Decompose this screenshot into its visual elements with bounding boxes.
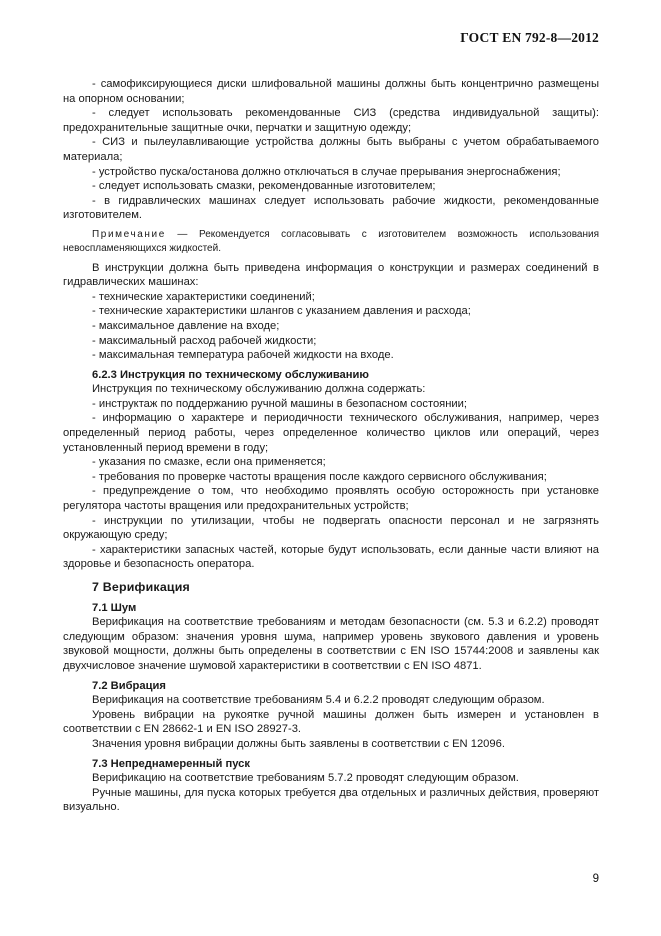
page-number: 9	[592, 873, 599, 885]
paragraph: В инструкции должна быть приведена информация о конструкции и размерах соединений в гидравлических машинах:	[63, 261, 599, 289]
note-label: Примечание	[92, 228, 166, 240]
page-body	[63, 77, 599, 815]
list-item: - инструкции по утилизации, чтобы не подвергать опасности персонал и не загрязнять окружающую среду;	[63, 514, 599, 542]
paragraph: Верификацию на соответствие требованиям 5.7.2 проводят следующим образом.	[92, 772, 519, 785]
list-item: - устройство пуска/останова должно отключаться в случае прерывания энергоснабжения;	[92, 165, 561, 178]
list-item: - следует использовать смазки, рекомендованные изготовителем;	[92, 180, 436, 193]
list-item: - информацию о характере и периодичности технического обслуживания, например, через определенный период работы, через определенное количество циклов или операций, через установленный период времени в году;	[63, 412, 599, 454]
list-item: - предупреждение о том, что необходимо проявлять особую осторожность при установке регулятора частоты вращения или предохранительных устройств;	[63, 485, 599, 513]
list-item: - максимальная температура рабочей жидкости на входе.	[92, 349, 394, 362]
list-item: - в гидравлических машинах следует использовать рабочие жидкости, рекомендованные изготовителем.	[63, 194, 599, 222]
section-heading-7: 7 Верификация	[92, 580, 190, 594]
list-item: - следует использовать рекомендованные СИЗ (средства индивидуальной защиты): предохранительные защитные очки, перчатки и защитную одежду;	[63, 107, 599, 134]
paragraph: Значения уровня вибрации должны быть заявлены в соответствии с EN 12096.	[92, 737, 505, 750]
list-item: - технические характеристики шлангов с указанием давления и расхода;	[92, 305, 471, 318]
section-heading-7-3: 7.3 Непреднамеренный пуск	[92, 757, 250, 770]
paragraph: Инструкция по техническому обслуживанию должна содержать:	[92, 383, 426, 396]
paragraph: Ручные машины, для пуска которых требуется два отдельных и различных действия, проверяют визуально.	[63, 786, 599, 814]
list-item: - требования по проверке частоты вращения после каждого сервисного обслуживания;	[92, 470, 547, 483]
section-heading-6-2-3: 6.2.3 Инструкция по техническому обслуживанию	[92, 368, 369, 381]
standard-header: ГОСТ EN 792-8—2012	[460, 30, 599, 45]
note-text: — Рекомендуется согласовывать с изготовителем возможность использования невоспламеняющихся жидкостей.	[63, 228, 599, 254]
paragraph: Уровень вибрации на рукоятке ручной машины должен быть измерен и установлен в соответствии с EN 28662-1 и EN ISO 28927-3.	[63, 708, 599, 736]
list-item: - технические характеристики соединений;	[92, 290, 315, 303]
list-item: - инструктаж по поддержанию ручной машины в безопасном состоянии;	[92, 397, 468, 410]
paragraph: Верификация на соответствие требованиям 5.4 и 6.2.2 проводят следующим образом.	[92, 694, 545, 707]
list-item: - самофиксирующиеся диски шлифовальной машины должны быть концентрично размещены на опорном основании;	[63, 78, 599, 105]
list-item: - максимальное давление на входе;	[92, 319, 280, 332]
note	[63, 228, 599, 256]
list-item: - максимальный расход рабочей жидкости;	[92, 334, 317, 347]
list-item: - характеристики запасных частей, которые будут использовать, если данные части влияют на здоровье и безопасность оператора.	[63, 543, 599, 571]
paragraph: Верификация на соответствие требованиям и методам безопасности (см. 5.3 и 6.2.2) проводят следующим образом: значения уровня шума, например уровень звукового давления и уровень звуковой мощности, должны быть определены в соответствии с EN ISO 15744:2008 и заявлены как двухчисловое значение шумовой характеристики в соответствии с EN ISO 4871.	[63, 616, 599, 672]
list-item: - указания по смазке, если она применяется;	[92, 456, 326, 469]
list-item: - СИЗ и пылеулавливающие устройства должны быть выбраны с учетом обрабатываемого материала;	[63, 136, 599, 163]
section-heading-7-1: 7.1 Шум	[92, 601, 137, 614]
section-heading-7-2: 7.2 Вибрация	[92, 679, 166, 692]
